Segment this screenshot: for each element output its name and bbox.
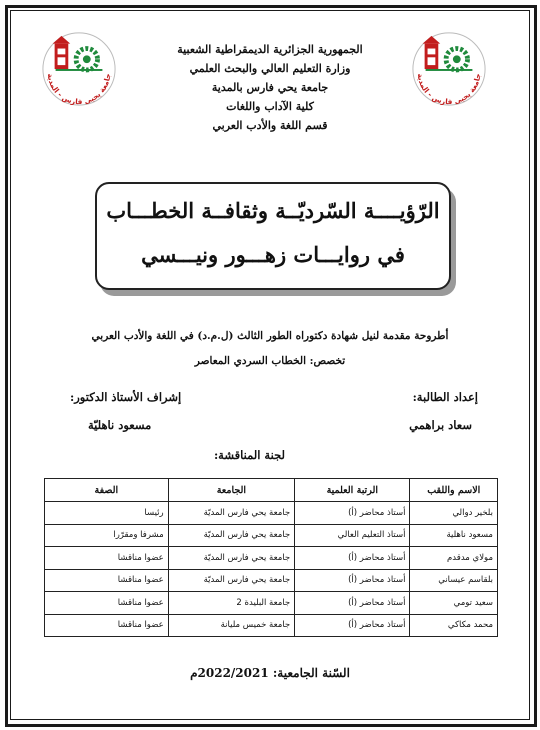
member-name: بلقاسم عيساني [410,569,498,592]
member-rank: أستاذ محاضر (أ) [295,614,410,637]
member-name: بلخير دوالي [410,502,498,525]
member-university: جامعة يحي فارس المديّة [168,524,294,547]
committee-label: لجنة المناقشة: [213,448,285,462]
table-row [45,569,498,592]
thesis-title-line2: في روايـــات زهـــور ونيـــسي [141,242,405,267]
logo-text-right: جامعة يحيى فارس - المدية [415,72,483,107]
table-row [45,614,498,637]
member-university: جامعة البليدة 2 [168,592,294,615]
department-name: قسم اللغة والأدب العربي [212,119,328,132]
thesis-statement: أطروحة مقدمة لنيل شهادة دكتوراه الطور الثالث (ل.م.د) في اللغة والأدب العربي [91,330,449,342]
member-name: محمد مكاكي [410,614,498,637]
university-name: جامعة يحي فارس بالمدية [211,81,329,94]
member-rank: أستاذ محاضر (أ) [295,547,410,570]
member-university: جامعة يحي فارس المديّة [168,547,294,570]
header-university: الجامعة [168,479,294,502]
member-rank: أستاذ محاضر (أ) [295,569,410,592]
member-role: عضوا مناقشا [45,592,169,615]
member-role: عضوا مناقشا [45,569,169,592]
table-row [45,502,498,525]
thesis-title-line1: الرّؤيــــة السّرديّــة وثقافــة الخطـــاب [106,198,440,223]
header-name: الاسم واللقب [410,479,498,502]
university-logo-left [40,30,118,108]
member-role: مشرفا ومقرّرا [45,524,169,547]
ministry-name: وزارة التعليم العالي والبحث العلمي [189,62,351,75]
student-name: سعاد براهمي [409,418,472,432]
country-name: الجمهورية الجزائرية الديمقراطية الشعبية [177,43,363,56]
title-box [95,182,451,290]
supervisor-name: مسعود ناهليّة [88,418,152,432]
member-university: جامعة يحي فارس المديّة [168,502,294,525]
member-role: عضوا مناقشا [45,614,169,637]
supervisor-label: إشراف الأستاذ الدكتور: [70,390,182,404]
thesis-specialty: تخصص: الخطاب السردي المعاصر [194,355,346,367]
member-university: جامعة خميس مليانة [168,614,294,637]
member-rank: أستاذ محاضر (أ) [295,502,410,525]
member-rank: أستاذ محاضر (أ) [295,592,410,615]
academic-year: السّنة الجامعية: 2022/2021م [190,666,350,680]
member-name: مسعود ناهلية [410,524,498,547]
committee-table [44,478,498,637]
member-role: رئيسا [45,502,169,525]
table-row [45,524,498,547]
member-role: عضوا مناقشا [45,547,169,570]
logo-text-left: جامعة يحيى فارس - المدية [45,72,113,107]
faculty-name: كلية الآداب واللغات [226,100,314,113]
header-role: الصفة [45,479,169,502]
member-rank: أستاذ التعليم العالي [295,524,410,547]
header-rank: الرتبة العلمية [295,479,410,502]
table-row [45,592,498,615]
student-label: إعداد الطالبة: [412,390,478,404]
institution-header [120,40,420,135]
university-logo-right [410,30,488,108]
committee-header-row [45,479,498,502]
member-name: سعيد تومي [410,592,498,615]
table-row [45,547,498,570]
member-name: مولاي مدقدم [410,547,498,570]
member-university: جامعة يحي فارس المديّة [168,569,294,592]
